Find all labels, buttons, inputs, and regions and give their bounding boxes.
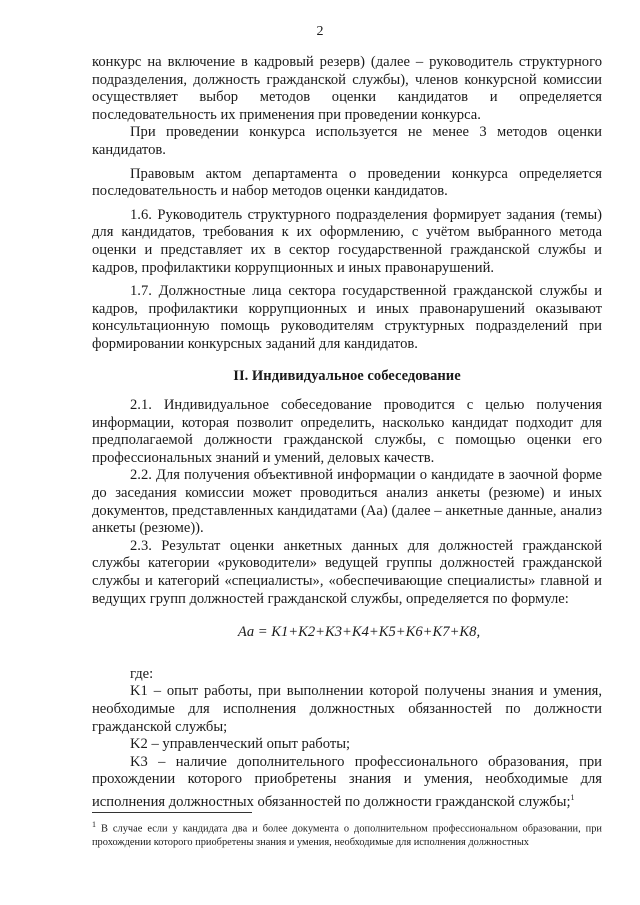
footnote-divider <box>92 812 252 813</box>
paragraph: Правовым актом департамента о проведении конкурса определяется последовательность и набор методов оценки кандидатов. <box>92 165 602 200</box>
paragraph: 2.2. Для получения объективной информации о кандидате в заочной форме до заседания комиссии может проводиться анализ анкеты (резюме) и иных документов, представленных кандидатами (Aа) (далее – анкетные данные, анализ анкеты (резюме)). <box>92 467 602 537</box>
definition: K1 – опыт работы, при выполнении которой получены знания и умения, необходимые для исполнения должностных обязанностей по должности гражданской службы; <box>92 683 602 735</box>
paragraph: 2.1. Индивидуальное собеседование проводится с целью получения информации, которая позволит определить, насколько кандидат подходит для предполагаемой должности гражданской службы, с помощью оценки его профессиональных знаний и умений, деловых качеств. <box>92 397 602 466</box>
paragraph: При проведении конкурса используется не менее 3 методов оценки кандидатов. <box>92 124 602 158</box>
paragraph: конкурс на включение в кадровый резерв) (далее – руководитель структурного подразделения, должность гражданской службы), членов конкурсной комиссии осуществляет выбор методов оценки кандидатов и определяется последовательность их применения при проведении конкурса. <box>92 54 602 123</box>
definition: K2 – управленческий опыт работы; <box>130 736 351 753</box>
definition-text: K3 – наличие дополнительного профессионального образования, при прохождении которого приобретены знания и умения, необходимые для исполнения должностных обязанностей по должности гражданской службы; <box>92 753 602 810</box>
paragraph: 1.6. Руководитель структурного подразделения формирует задания (темы) для кандидатов, требования к их оформлению, с учётом выбранного метода оценки и представляет их в сектор государственной гражданской службы и кадров, профилактики коррупционных и иных правонарушений. <box>92 206 602 276</box>
formula: Aа = K1+K2+K3+K4+K5+K6+K7+K8, <box>237 624 481 641</box>
footnote-text: В случае если у кандидата два и более документа о дополнительном профессиональном образовании, при прохождении которого приобретены знания и умения, необходимые для исполнения должностных <box>92 823 602 849</box>
definition <box>92 754 602 812</box>
where-label: где: <box>130 665 154 682</box>
section-heading: II. Индивидуальное собеседование <box>233 367 461 384</box>
footnote-marker: 1 <box>92 820 96 829</box>
paragraph: 1.7. Должностные лица сектора государственной гражданской службы и кадров, профилактики коррупционных и иных правонарушений оказывают консультационную помощь руководителям структурных подразделений при формировании конкурсных заданий для кандидатов. <box>92 283 602 352</box>
footnote <box>92 818 602 850</box>
paragraph: 2.3. Результат оценки анкетных данных для должностей гражданской службы категории «руководители» ведущей группы должностей гражданской службы и категорий «специалисты», «обеспечивающие специалисты» главной и ведущих групп должностей гражданской службы, определяется по формуле: <box>92 537 602 607</box>
document-body <box>92 54 602 811</box>
footnote-reference[interactable]: 1 <box>570 792 575 802</box>
page-number: 2 <box>316 24 324 39</box>
